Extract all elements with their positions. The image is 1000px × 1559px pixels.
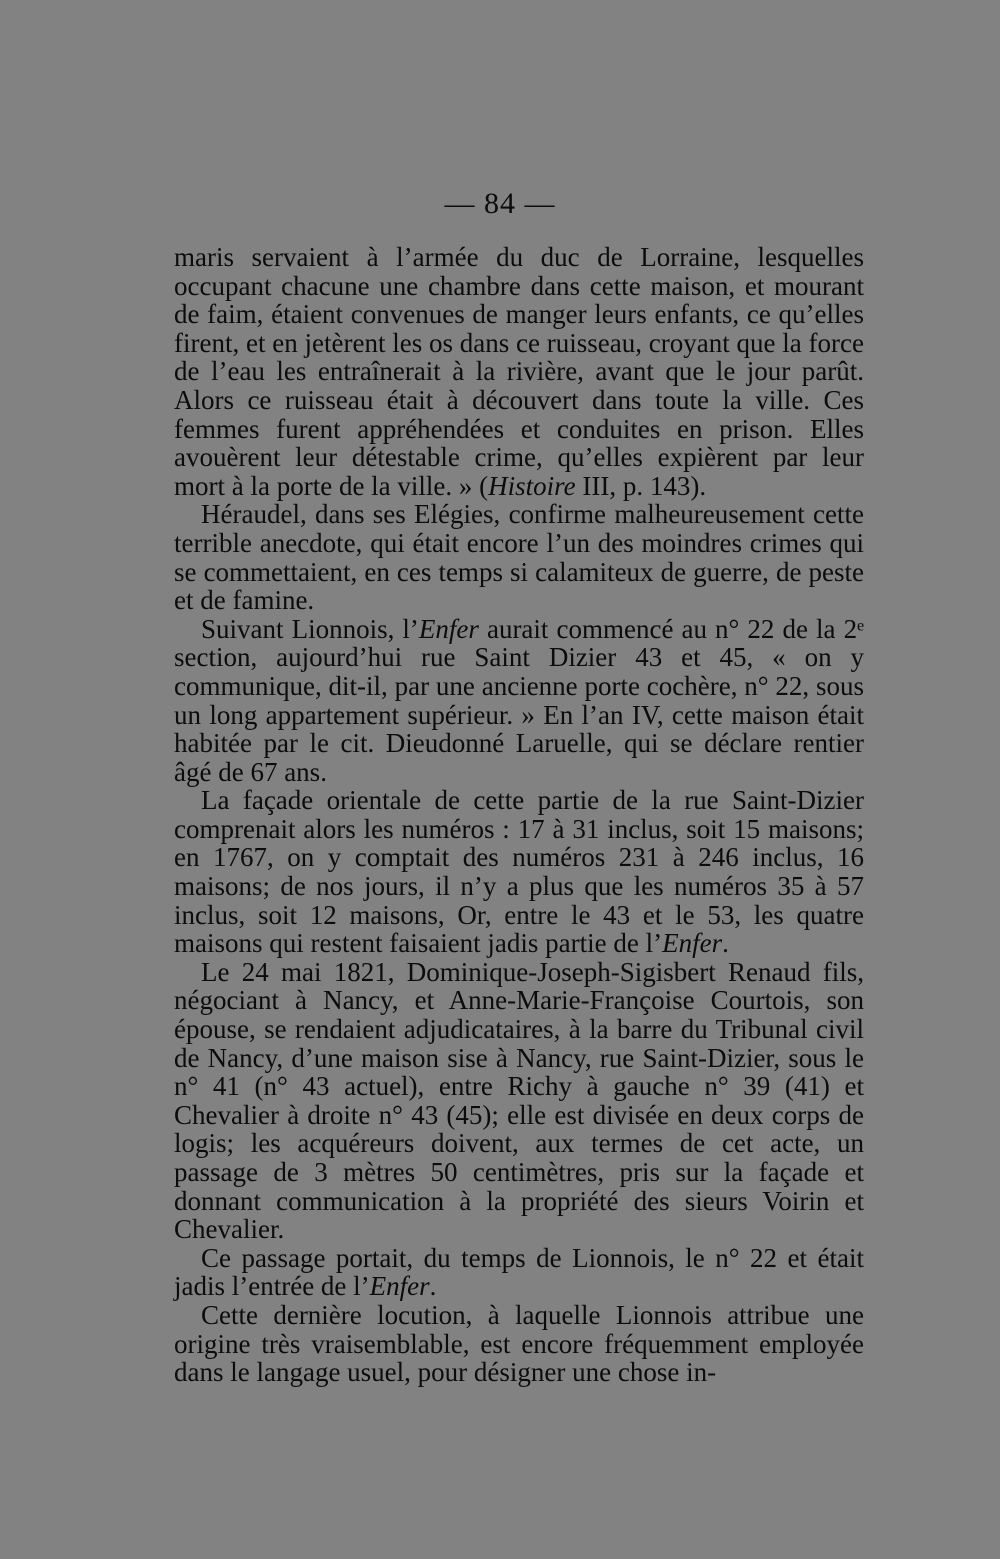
text-run: Ce passage portait, du temps de Lionnois, le n° 22 et était jadis l’entrée de l’ bbox=[174, 1242, 864, 1302]
text-run: Héraudel, dans ses Elégies, confirme malheureusement cette terrible anecdote, qui était encore l’un des moindres crimes qui se commettaient, en ces temps si calamiteux de guerre, de peste et de famine. bbox=[174, 499, 864, 616]
text-run: Cette dernière locution, à laquelle Lionnois attribue une origine très vraisemblable, est encore fréquemment employée dans le langage usuel, pour désigner une chose in- bbox=[174, 1299, 864, 1388]
text-run: . bbox=[429, 1271, 437, 1302]
paragraph bbox=[174, 1244, 864, 1301]
text-run: aurait commencé au n° 22 de la 2ᵉ section, aujourd’hui rue Saint Dizier 43 et 45, « on y communique, dit-il, par une ancienne porte cochère, n° 22, sous un long appartement supérieur. » En l’an IV, cette maison était habitée par le cit. Dieudonné Laruelle, qui se déclare rentier âgé de 67 ans. bbox=[174, 613, 865, 787]
page-number: — 84 — bbox=[444, 187, 556, 220]
paragraph bbox=[174, 786, 864, 958]
paragraph bbox=[174, 958, 864, 1244]
text-run: Suivant Lionnois, l’ bbox=[201, 613, 419, 644]
paragraph bbox=[174, 243, 864, 500]
italic-text: Histoire bbox=[488, 470, 576, 501]
italic-text: Enfer bbox=[662, 928, 723, 959]
text-run: maris servaient à l’armée du duc de Lorraine, lesquelles occupant chacune une chambre dans cette maison, et mourant de faim, étaient convenues de manger leurs enfants, ce qu’elles firent, et en jetèrent les os dans ce ruisseau, croyant que la force de l’eau les entraînerait à la rivière, avant que le jour parût. Alors ce ruisseau était à découvert dans toute la ville. Ces femmes furent appréhendées et conduites en prison. Elles avouèrent leur détestable crime, qu’elles expièrent par leur mort à la porte de la ville. » ( bbox=[174, 242, 864, 501]
paragraph bbox=[174, 500, 864, 614]
text-run: . bbox=[722, 928, 729, 959]
italic-text: Enfer bbox=[369, 1271, 430, 1302]
body-text bbox=[174, 243, 864, 1387]
italic-text: Enfer bbox=[418, 613, 479, 644]
paragraph bbox=[174, 1301, 864, 1387]
paragraph bbox=[174, 615, 864, 787]
text-run: III, p. 143). bbox=[575, 470, 707, 501]
text-run: Le 24 mai 1821, Dominique-Joseph-Sigisbert Renaud fils, négociant à Nancy, et Anne-Marie-Françoise Courtois, son épouse, se rendaient adjudicataires, à la barre du Tribunal civil de Nancy, d’une maison sise à Nancy, rue Saint-Dizier, sous le n° 41 (n° 43 actuel), entre Richy à gauche n° 39 (41) et Chevalier à droite n° 43 (45); elle est divisée en deux corps de logis; les acquéreurs doivent, aux termes de cet acte, un passage de 3 mètres 50 centimètres, pris sur la façade et donnant communication à la propriété des sieurs Voirin et Chevalier. bbox=[174, 956, 864, 1245]
text-run: La façade orientale de cette partie de la rue Saint-Dizier comprenait alors les numéros : 17 à 31 inclus, soit 15 maisons; en 1767, on y comptait des numéros 231 à 246 inclus, 16 maisons; de nos jours, il n’y a plus que les numéros 35 à 57 inclus, soit 12 maisons, Or, entre le 43 et le 53, les quatre maisons qui restent faisaient jadis partie de l’ bbox=[174, 785, 864, 959]
